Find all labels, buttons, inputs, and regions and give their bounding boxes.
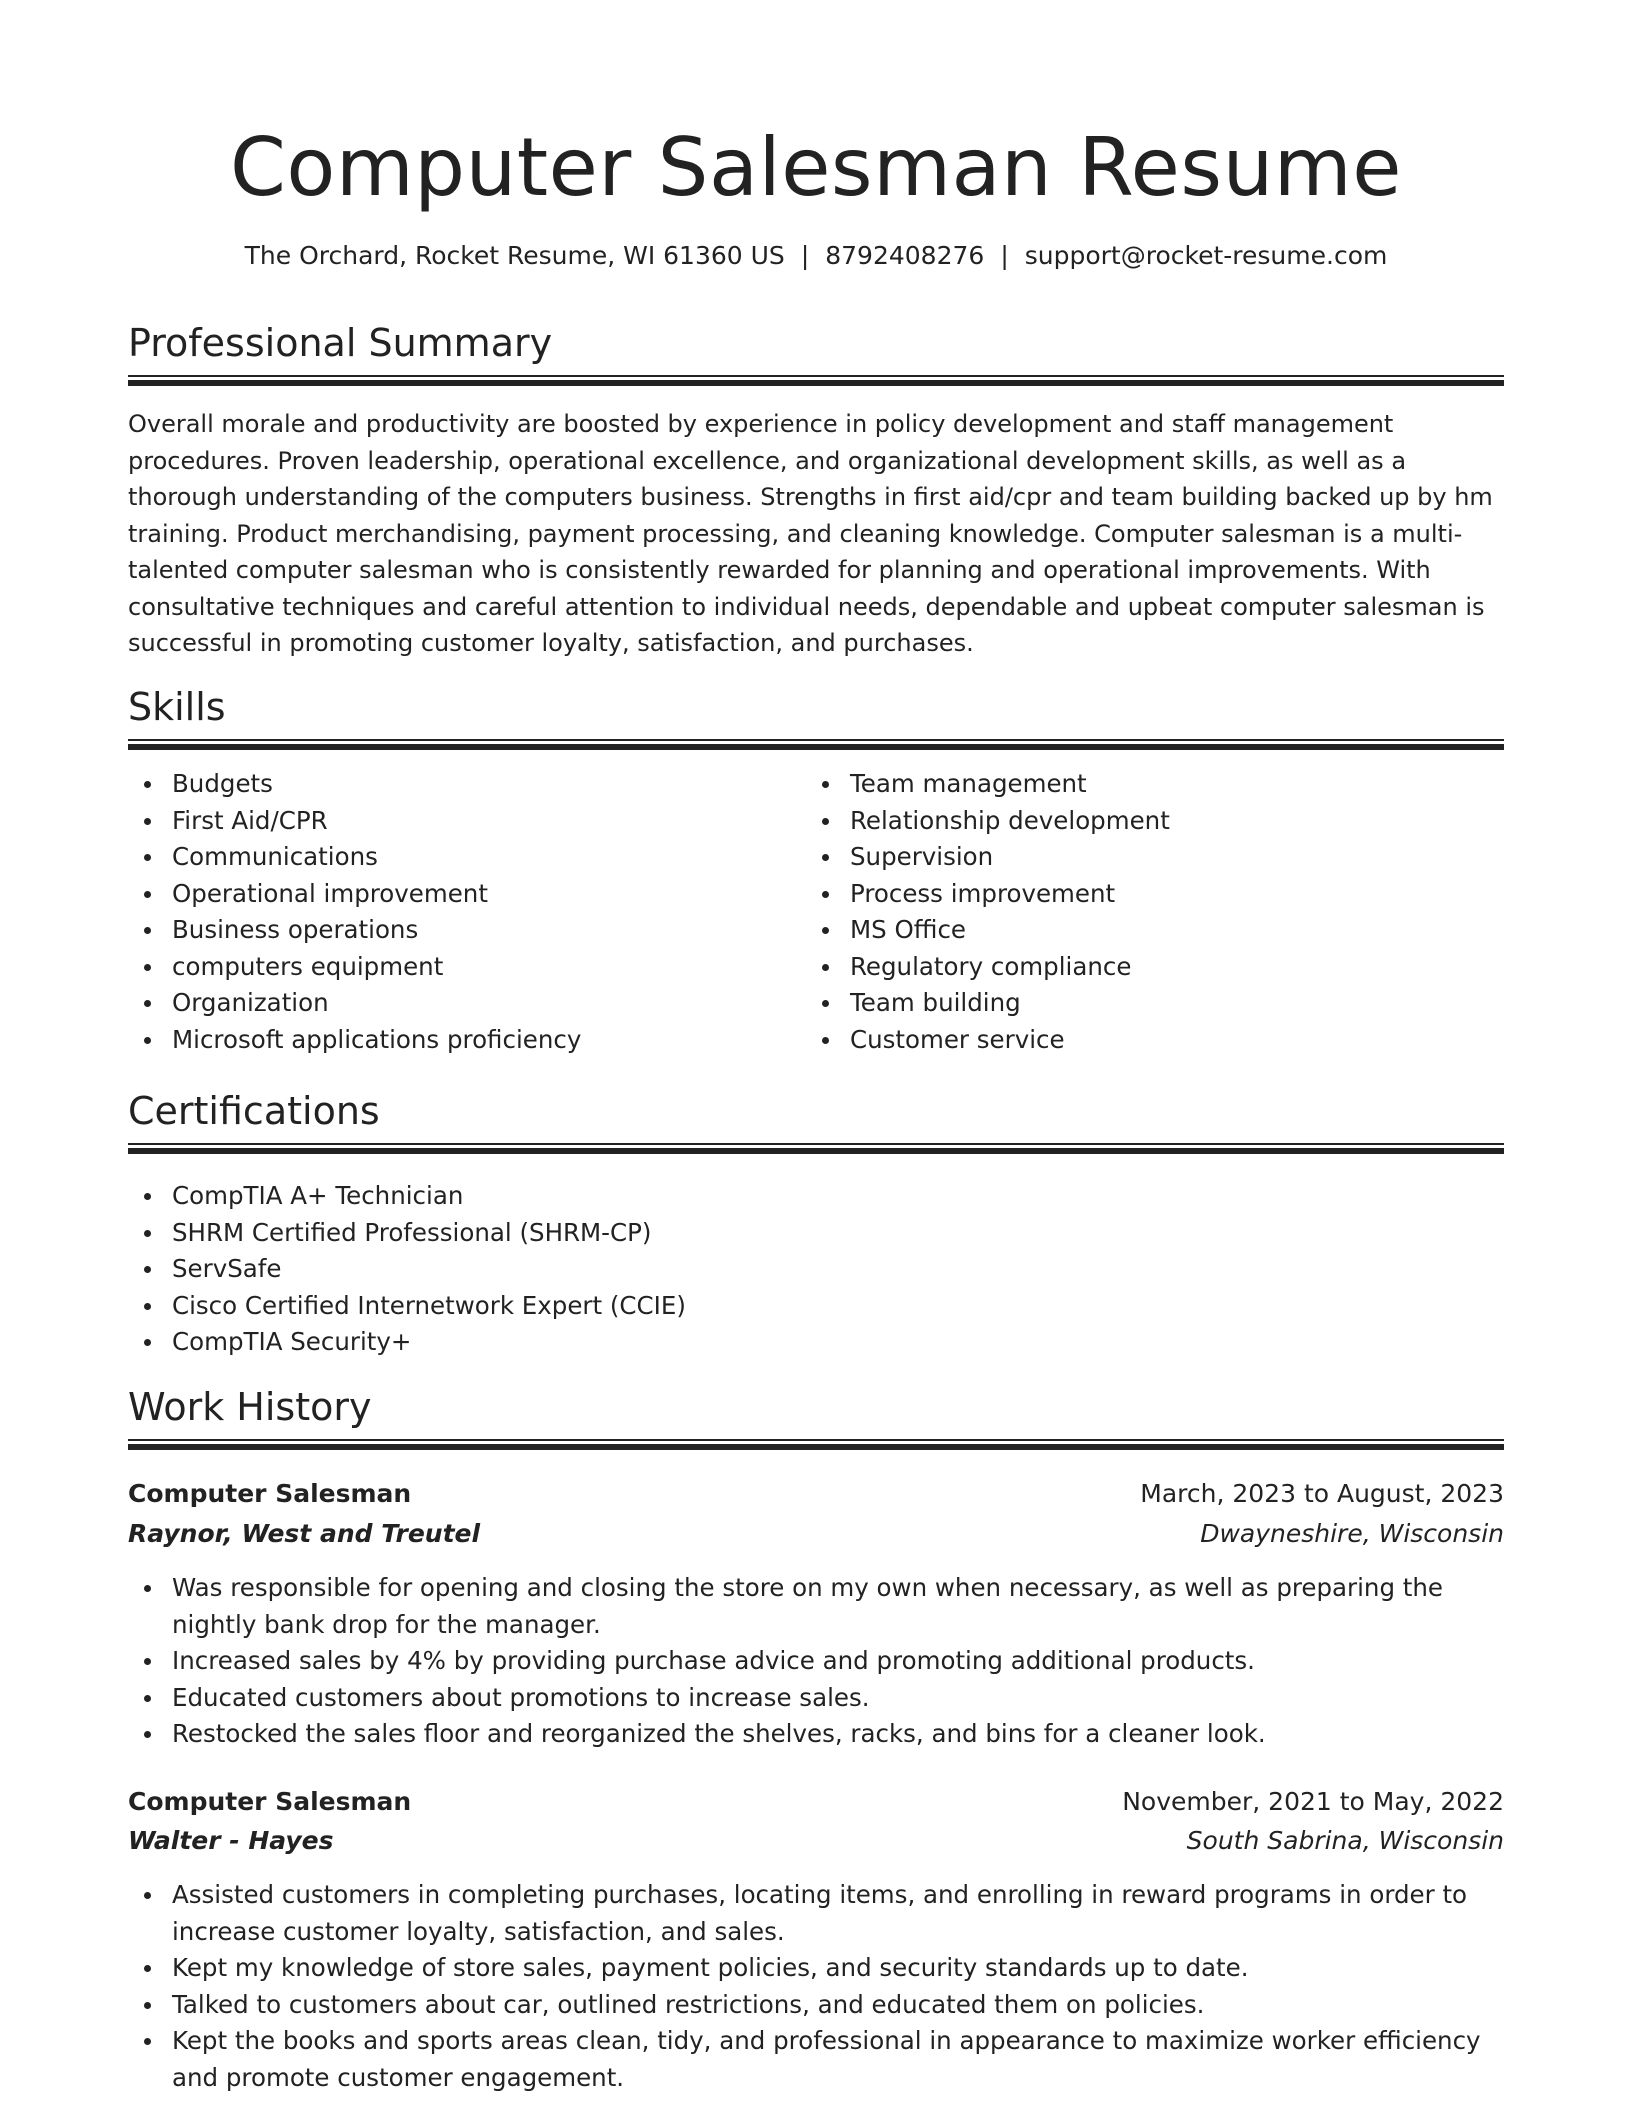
skill-item: Microsoft applications proficiency — [128, 1022, 798, 1059]
resume-title: Computer Salesman Resume — [230, 121, 1402, 214]
section-heading-certifications: Certifications — [128, 1089, 380, 1133]
contact-phone: 8792408276 — [825, 241, 985, 270]
section-heading-work-history: Work History — [128, 1385, 372, 1429]
contact-separator: | — [1000, 241, 1009, 270]
job-bullet: Was responsible for opening and closing the store on my own when necessary, as well as preparing the nightly bank drop for the manager. — [128, 1570, 1504, 1643]
skill-item: Customer service — [806, 1022, 1496, 1059]
certification-item: CompTIA Security+ — [128, 1324, 1504, 1361]
job-bullets — [128, 1877, 1504, 2096]
job-dates: November, 2021 to May, 2022 — [1122, 1787, 1504, 1816]
skill-item: Team management — [806, 766, 1496, 803]
certification-item: Cisco Certified Internetwork Expert (CCIE) — [128, 1288, 1504, 1325]
summary-text: Overall morale and productivity are boosted by experience in policy development and staff management procedures. Proven leadership, operational excellence, and organizational development skills, as well as a thorough understanding of the computers business. Strengths in first aid/cpr and team building backed up by hm training. Product merchandising, payment processing, and cleaning knowledge. Computer salesman is a multi-talented computer salesman who is consistently rewarded for planning and operational improvements. With consultative techniques and careful attention to individual needs, dependable and upbeat computer salesman is successful in promoting customer loyalty, satisfaction, and purchases. — [128, 410, 1493, 657]
certifications-list — [128, 1178, 1504, 1361]
job-bullet: Increased sales by 4% by providing purchase advice and promoting additional products. — [128, 1643, 1504, 1680]
contact-email: support@rocket-resume.com — [1024, 241, 1388, 270]
job-dates: March, 2023 to August, 2023 — [1140, 1479, 1504, 1508]
job-bullet: Kept my knowledge of store sales, payment policies, and security standards up to date. — [128, 1950, 1504, 1987]
job-bullet: Restocked the sales floor and reorganized the shelves, racks, and bins for a cleaner look. — [128, 1716, 1504, 1753]
skills-list-right — [806, 766, 1496, 1058]
skill-item: Budgets — [128, 766, 798, 803]
skill-item: Regulatory compliance — [806, 949, 1496, 986]
job-company: Raynor, West and Treutel — [128, 1519, 481, 1548]
skill-item: Organization — [128, 985, 798, 1022]
skill-item: MS Office — [806, 912, 1496, 949]
job-bullet: Assisted customers in completing purchases, locating items, and enrolling in reward programs in order to increase customer loyalty, satisfaction, and sales. — [128, 1877, 1504, 1950]
skill-item: Operational improvement — [128, 876, 798, 913]
contact-separator: | — [800, 241, 810, 270]
certification-item: SHRM Certified Professional (SHRM-CP) — [128, 1215, 1504, 1252]
contact-address: The Orchard, Rocket Resume, WI 61360 US — [244, 241, 785, 270]
job-title: Computer Salesman — [128, 1479, 412, 1508]
job-title: Computer Salesman — [128, 1787, 412, 1816]
skills-list-left — [128, 766, 798, 1058]
certification-item: CompTIA A+ Technician — [128, 1178, 1504, 1215]
job-bullets — [128, 1570, 1504, 1753]
section-heading-summary: Professional Summary — [128, 321, 553, 365]
section-divider — [128, 1143, 1504, 1154]
skill-item: Communications — [128, 839, 798, 876]
skill-item: Process improvement — [806, 876, 1496, 913]
skill-item: Team building — [806, 985, 1496, 1022]
skill-item: Relationship development — [806, 803, 1496, 840]
skill-item: Business operations — [128, 912, 798, 949]
job-company: Walter - Hayes — [128, 1826, 334, 1855]
skill-item: Supervision — [806, 839, 1496, 876]
job-location: South Sabrina, Wisconsin — [1186, 1826, 1504, 1855]
job-bullet: Kept the books and sports areas clean, tidy, and professional in appearance to maximize worker efficiency and promote customer engagement. — [128, 2023, 1504, 2096]
section-divider — [128, 375, 1504, 386]
job-location: Dwayneshire, Wisconsin — [1200, 1519, 1504, 1548]
section-divider — [128, 1439, 1504, 1450]
section-heading-skills: Skills — [128, 685, 226, 729]
job-bullet: Talked to customers about car, outlined restrictions, and educated them on policies. — [128, 1987, 1504, 2024]
skill-item: computers equipment — [128, 949, 798, 986]
contact-line — [128, 238, 1504, 274]
section-divider — [128, 739, 1504, 750]
certification-item: ServSafe — [128, 1251, 1504, 1288]
job-bullet: Educated customers about promotions to increase sales. — [128, 1680, 1504, 1717]
skill-item: First Aid/CPR — [128, 803, 798, 840]
